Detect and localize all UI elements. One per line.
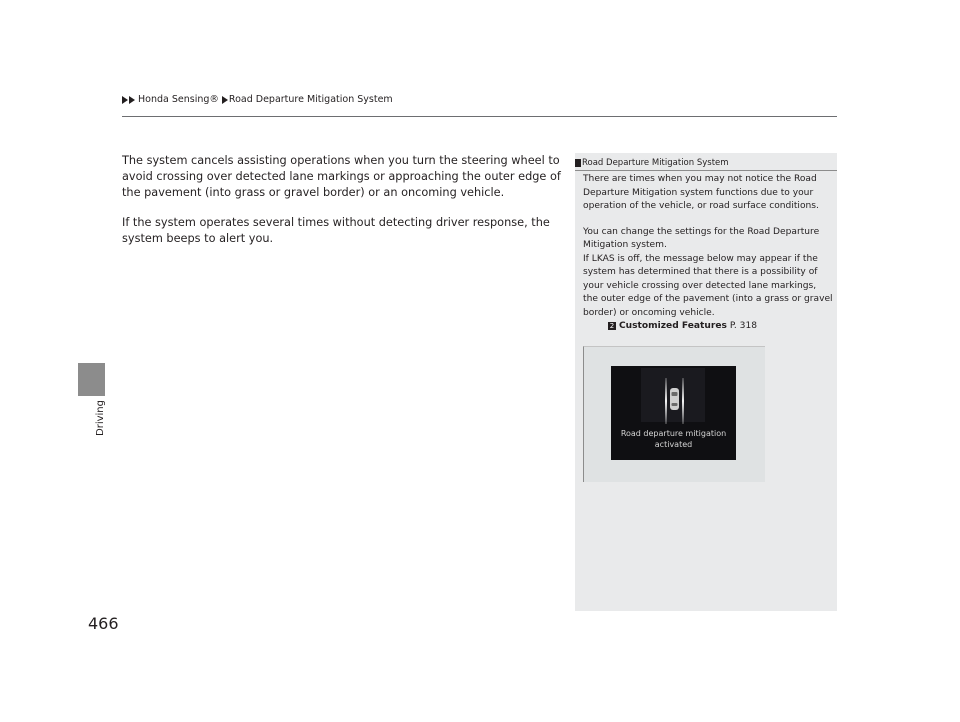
body-paragraph: If the system operates several times without detecting driver response, the system beeps to alert you. [122,215,550,245]
side-note-title-text: Road Departure Mitigation System [582,158,729,168]
breadcrumb [122,94,393,105]
side-note-text [583,173,833,334]
arrow-icon [122,96,128,104]
side-note-title [575,156,837,171]
breadcrumb-item: Honda Sensing® [138,94,219,105]
main-content [122,153,562,260]
arrow-icon [129,96,135,104]
side-note-paragraph: You can change the settings for the Road Departure Mitigation system. [583,226,820,250]
reference-arrow-icon: 2 [609,321,615,330]
chapter-label: Driving [95,400,106,436]
breadcrumb-item: Road Departure Mitigation System [228,94,393,105]
chapter-tab [78,363,105,396]
side-note-paragraph: If LKAS is off, the message below may appear if the system has determined that there is a possibility of your vehicle crossing over detected lane markings, the outer edge of the pavement (into a grass or gravel border) or oncoming vehicle. [583,253,833,318]
cross-reference-link[interactable] [583,320,833,334]
body-paragraph: The system cancels assisting operations when you turn the steering wheel to avoid crossing over detected lane markings or approaching the outer edge of the pavement (into grass or gravel border) or an oncoming vehicle. [122,154,561,200]
note-icon [575,159,581,167]
display-message: Road departure mitigation activated [620,429,727,449]
header-divider [122,116,837,117]
arrow-icon [222,96,228,104]
side-note-paragraph: There are times when you may not notice the Road Departure Mitigation system functions due to your operation of the vehicle, or road surface conditions. [583,174,819,211]
page-number: 466 [88,614,119,633]
xref-label: Customized Features [619,321,727,331]
xref-page: P. 318 [729,321,758,331]
